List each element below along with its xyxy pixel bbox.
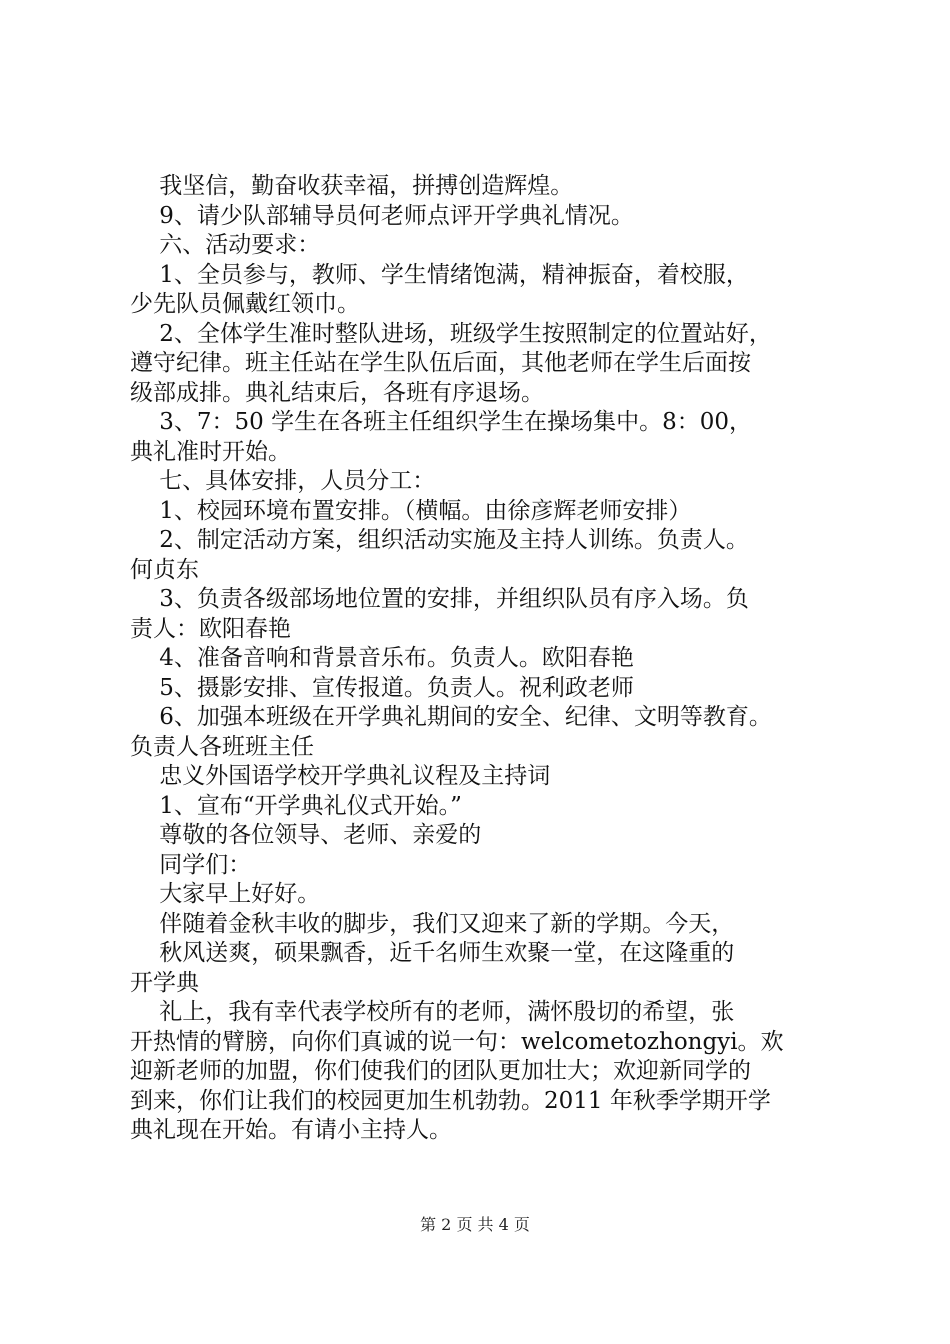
text-line: 礼上，我有幸代表学校所有的老师，满怀殷切的希望，张: [130, 999, 735, 1025]
text-line: 六、活动要求：: [130, 232, 321, 258]
text-line: 典礼现在开始。有请小主持人。: [130, 1117, 452, 1143]
text-line: 责人：欧阳春艳: [130, 615, 291, 642]
text-line: 9、请少队部辅导员何老师点评开学典礼情况。: [130, 202, 634, 229]
text-line: 大家早上好好。: [130, 881, 321, 907]
text-line: 6、加强本班级在开学典礼期间的安全、纪律、文明等教育。: [130, 704, 772, 730]
text-line: 同学们：: [130, 851, 252, 878]
page-number-footer: 第 2 页 共 4 页: [420, 1215, 530, 1234]
text-line: 遵守纪律。班主任站在学生队伍后面，其他老师在学生后面按: [130, 350, 751, 376]
text-line: 负责人各班班主任: [130, 733, 314, 760]
text-line: 少先队员佩戴红领巾。: [130, 291, 360, 317]
text-line: 七、具体安排，人员分工：: [130, 468, 436, 494]
text-line: 忠义外国语学校开学典礼议程及主持词: [130, 763, 551, 789]
text-line: 开学典: [130, 969, 199, 996]
text-line: 典礼准时开始。: [130, 438, 291, 465]
text-line: 1、全员参与，教师、学生情绪饱满，精神振奋，着校服，: [130, 261, 749, 288]
text-line: 迎新老师的加盟，你们使我们的团队更加壮大；欢迎新同学的: [130, 1058, 751, 1084]
text-line: 3、7：50 学生在各班主任组织学生在操场集中。8：00，: [130, 409, 752, 435]
text-line: 1、校园环境布置安排。（横幅。由徐彦辉老师安排）: [130, 497, 692, 524]
text-line: 4、准备音响和背景音乐布。负责人。欧阳春艳: [130, 645, 634, 671]
text-line: 我坚信，勤奋收获幸福，拼搏创造辉煌。: [130, 173, 574, 199]
text-line: 到来，你们让我们的校园更加生机勃勃。2011 年秋季学期开学: [130, 1087, 771, 1114]
text-line: 何贞东: [130, 556, 199, 583]
text-line: 伴随着金秋丰收的脚步，我们又迎来了新的学期。今天，: [130, 910, 735, 937]
text-line: 1、宣布“开学典礼仪式开始。”: [130, 792, 462, 819]
text-line: 开热情的臂膀，向你们真诚的说一句：welcometozhongyi。欢: [130, 1028, 784, 1055]
text-line: 5、摄影安排、宣传报道。负责人。祝利政老师: [130, 674, 634, 701]
document-body: [130, 172, 850, 1146]
text-line: 2、全体学生准时整队进场，班级学生按照制定的位置站好，: [130, 320, 772, 347]
text-line: 尊敬的各位领导、老师、亲爱的: [130, 822, 482, 848]
text-line: 级部成排。典礼结束后，各班有序退场。: [130, 379, 544, 406]
text-line: 3、负责各级部场地位置的安排，并组织队员有序入场。负: [130, 586, 749, 612]
text-line: 2、制定活动方案，组织活动实施及主持人训练。负责人。: [130, 527, 749, 553]
text-line: 秋风送爽，硕果飘香，近千名师生欢聚一堂，在这隆重的: [130, 940, 735, 966]
